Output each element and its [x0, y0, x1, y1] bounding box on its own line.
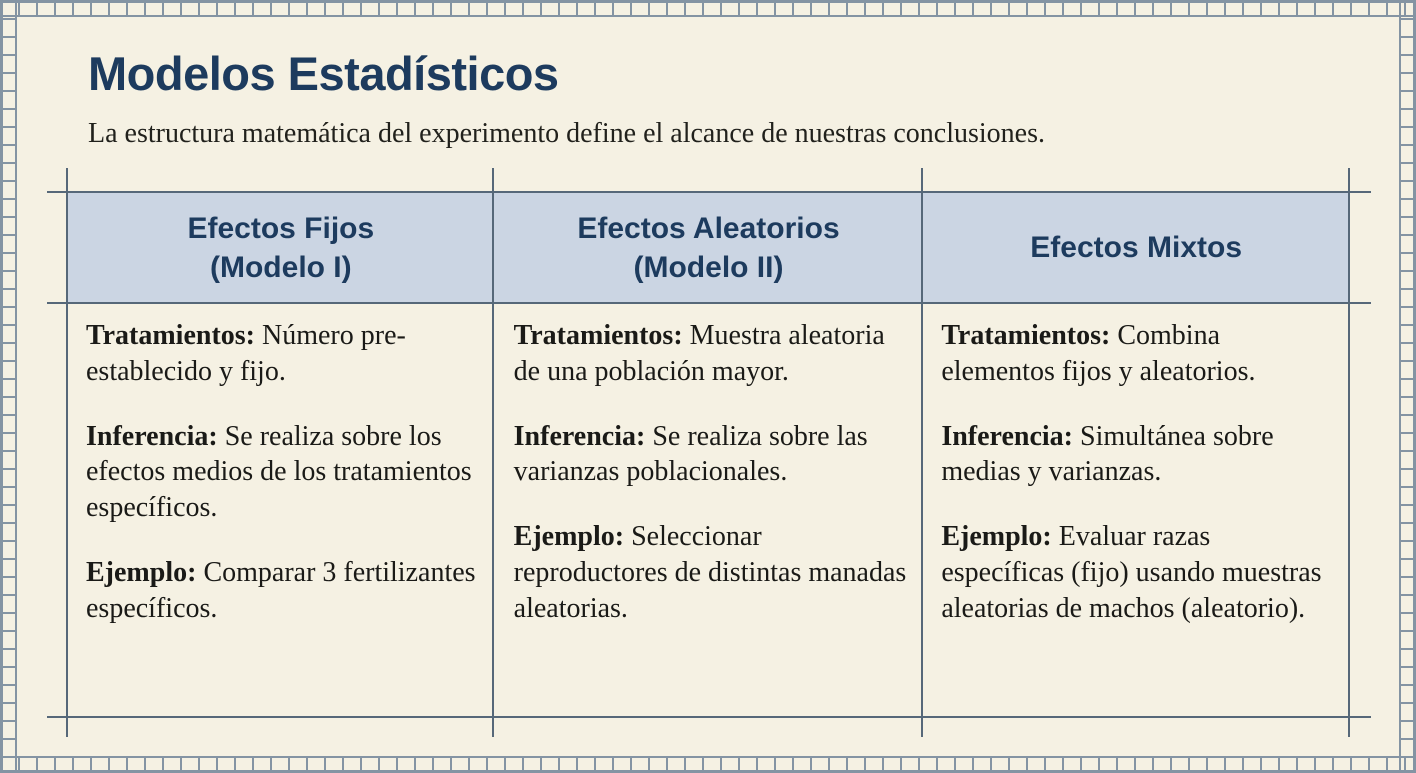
header-cell-efectos-mixtos	[922, 192, 1350, 303]
header-line: Efectos Mixtos	[1030, 231, 1243, 264]
paragraph-text: Número pre-establecido y fijo.	[86, 320, 406, 387]
paragraph-text: Evaluar razas específicas (fijo) usando muestras aleatorias de machos (aleatorio).	[941, 521, 1322, 624]
table-vertical-line-4	[1348, 168, 1350, 737]
table-horizontal-line-top	[47, 191, 1371, 193]
paragraph-label: Inferencia:	[941, 420, 1074, 452]
header-cell-efectos-fijos	[67, 192, 495, 303]
table-vertical-line-3	[921, 168, 923, 737]
paragraph-label: Tratamientos:	[513, 320, 683, 351]
paragraph-label: Ejemplo:	[86, 557, 197, 589]
statistical-models-table	[67, 192, 1350, 718]
paragraph-label: Tratamientos:	[86, 320, 255, 351]
paragraph-ejemplo	[514, 519, 907, 626]
header-cell-efectos-aleatorios	[495, 192, 923, 303]
paragraph-inferencia	[514, 419, 907, 491]
page-subtitle: La estructura matemática del experimento define el alcance de nuestras conclusiones.	[88, 118, 1046, 149]
ruler-border-top	[0, 0, 1416, 17]
header-line: (Modelo II)	[633, 250, 784, 284]
paragraph-ejemplo	[941, 519, 1334, 626]
table-header-row	[67, 192, 1350, 303]
header-line: Efectos Fijos	[187, 211, 375, 245]
ruler-border-right	[1399, 0, 1416, 773]
paragraph-text: Se realiza sobre los efectos medios de los tratamientos específicos.	[86, 420, 472, 524]
paragraph-label: Ejemplo:	[941, 521, 1052, 553]
paragraph-label: Inferencia:	[513, 420, 646, 452]
table-body-row	[67, 303, 1350, 718]
paragraph-text: Seleccionar reproductores de distintas manadas aleatorias.	[513, 521, 907, 624]
paragraph-label: Inferencia:	[86, 420, 218, 452]
paragraph-text: Comparar 3 fertilizantes específicos.	[86, 557, 476, 624]
table-horizontal-line-bottom	[47, 716, 1371, 718]
ruler-border-left	[0, 0, 17, 773]
table-vertical-line-2	[492, 168, 494, 737]
paragraph-text: Simultánea sobre medias y varianzas.	[941, 420, 1274, 488]
header-line: Efectos Aleatorios	[577, 211, 840, 245]
body-cell-efectos-mixtos	[922, 303, 1350, 718]
table-horizontal-line-header-bottom	[47, 302, 1371, 304]
paragraph-label: Ejemplo:	[513, 521, 625, 553]
body-cell-efectos-aleatorios	[495, 303, 923, 718]
paragraph-tratamientos	[514, 318, 907, 390]
paragraph-tratamientos	[941, 318, 1334, 390]
paragraph-label: Tratamientos:	[941, 320, 1111, 351]
body-cell-efectos-fijos	[67, 303, 495, 718]
paragraph-text: Combina elementos fijos y aleatorios.	[941, 320, 1256, 387]
header-line: (Modelo I)	[210, 250, 352, 284]
paragraph-text: Se realiza sobre las varianzas poblacionales.	[513, 420, 868, 488]
paragraph-inferencia	[941, 419, 1334, 491]
paragraph-ejemplo	[86, 555, 479, 627]
paragraph-inferencia	[86, 419, 479, 526]
ruler-border-bottom	[0, 756, 1416, 773]
page-title: Modelos Estadísticos	[88, 47, 559, 100]
paragraph-text: Muestra aleatoria de una población mayor.	[513, 320, 885, 387]
table-vertical-line-1	[66, 168, 68, 737]
paragraph-tratamientos	[86, 318, 479, 390]
